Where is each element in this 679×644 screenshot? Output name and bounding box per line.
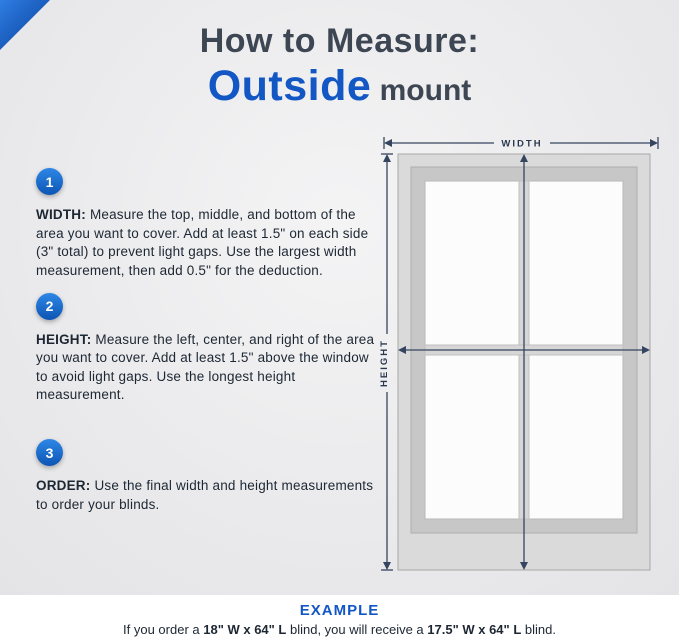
page-title-line2 [0, 62, 679, 111]
example-suffix: blind. [521, 622, 556, 637]
step-1-text [36, 206, 380, 281]
step-1-label: WIDTH: [36, 207, 86, 222]
step-height [36, 293, 380, 406]
width-arrow-left-icon [384, 139, 392, 147]
title-suffix: mount [371, 74, 472, 107]
example-heading: EXAMPLE [299, 602, 380, 619]
step-order [36, 439, 380, 514]
step-3-body: Use the final width and height measurements to order your blinds. [36, 478, 374, 512]
steps-list [36, 168, 380, 526]
example-prefix: If you order a [123, 622, 204, 637]
step-3-badge: 3 [36, 439, 63, 466]
step-3-label: ORDER: [36, 478, 91, 493]
height-arrow-up-icon [383, 154, 391, 162]
example-middle: blind, you will receive a [286, 622, 428, 637]
step-width [36, 168, 380, 281]
height-arrow-down-icon [383, 562, 391, 570]
window-measure-diagram [378, 134, 668, 592]
step-3-text [36, 477, 380, 514]
width-label: WIDTH [501, 138, 543, 150]
example-ordered-size: 18" W x 64" L [203, 622, 287, 637]
page-title-line1: How to Measure: [199, 22, 480, 60]
step-2-body: Measure the left, center, and right of the area you want to cover. Add at least 1.5" above the window to avoid light gaps. Use the longest height measurement. [36, 331, 375, 403]
example-sentence [0, 622, 679, 637]
step-2-badge: 2 [36, 293, 63, 320]
height-label: HEIGHT [379, 339, 390, 387]
title-accent: Outside [207, 62, 372, 110]
step-2-label: HEIGHT: [36, 331, 92, 347]
step-2-text [36, 331, 380, 406]
example-footer [0, 595, 679, 644]
window-diagram-svg [378, 134, 668, 592]
example-received-size: 17.5" W x 64" L [427, 622, 522, 637]
header [0, 22, 679, 111]
width-arrow-right-icon [650, 139, 658, 147]
step-1-body: Measure the top, middle, and bottom of the area you want to cover. Add at least 1.5" on each side (3" total) to prevent light gaps. Use the largest width measurement, then add 0.5" for the deduction. [36, 207, 369, 278]
step-1-badge: 1 [36, 168, 63, 195]
